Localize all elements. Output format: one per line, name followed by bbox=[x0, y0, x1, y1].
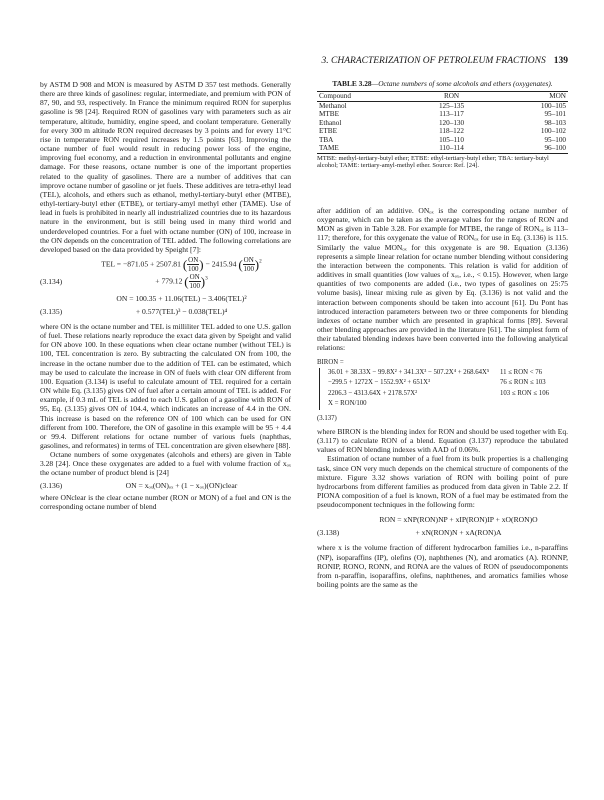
table-row: TAME 110–114 96–100 bbox=[319, 144, 566, 153]
bi-row: X = RON/100 bbox=[319, 399, 568, 409]
equation-number: (3.135) bbox=[40, 306, 63, 316]
table-header-compound: Compound bbox=[317, 91, 413, 101]
equation-3-137 bbox=[317, 358, 568, 424]
bi-row: −299.5 + 1272X − 1552.9X² + 651X³ 76 ≤ RON ≤ 103 bbox=[319, 378, 568, 388]
table-header-ron: RON bbox=[413, 91, 491, 101]
running-header bbox=[40, 56, 568, 70]
table-note: MTBE: methyl-tertiary-butyl ether; ETBE: ethyl-tertiary-butyl ether; TBA: tertiary-butyl alcohol; TAME: tertiary-amyl-methyl ether. Source: Ref. [24]. bbox=[317, 154, 549, 170]
left-paragraph-3: Octane numbers of some oxygenates (alcohols and ethers) are given in Table 3.28 [24]. Once these oxygenates are added to a fuel with volume fraction of xₒₓ the octane number of product blend is [24] bbox=[40, 450, 291, 478]
equation-number: (3.138) bbox=[317, 528, 340, 538]
left-paragraph-4: where ONclear is the clear octane number (RON or MON) of a fuel and ON is the corresponding octane number of blend bbox=[40, 492, 291, 511]
table-3-28 bbox=[317, 80, 568, 170]
table-caption: TABLE 3.28—Octane numbers of some alcohols and ethers (oxygenates). bbox=[332, 79, 553, 88]
equation-3-136: (3.136) ON = xₒₓ(ON)ₒₓ + (1 − xₒₓ)(ON)clear bbox=[40, 480, 238, 490]
bi-row: 36.01 + 38.33X − 99.8X² + 341.3X³ − 507.2X⁴ + 268.64X⁵ 11 ≤ RON < 76 bbox=[319, 368, 568, 378]
equation-number: (3.136) bbox=[40, 480, 63, 490]
left-paragraph-2: where ON is the octane number and TEL is milliliter TEL added to one U.S. gallon of fuel. These relations nearly reproduce the exact data given by Speight and valid for ON above 100. In these equations when clear octane number (without TEL) is 100, TEL concentration is zero. By subtracting the calculated ON from 100, the increase in the octane number due to the addition of TEL can be estimated, which may be used to calculate the increase in ON of fuels with clear ON different from 100. Equation (3.134) is useful to calculate amount of TEL required for a certain ON while Eq. (3.135) gives ON of fuel after a certain amount of TEL is added. For example, if 0.3 mL of TEL is added to each U.S. gallon of a gasoline with RON of 95, Eq. (3.135) gives ON of 104.4, which indicates an increase of 4.4 in the ON. This increase is based on the reference ON of 100 which can be used for ON different from 100. Therefore, the ON of gasoline in this example will be 95 + 4.4 or 99.4. Different relations for octane number of various fuels (naphthas, gasolines, and reformates) in terms of TEL concentration are given elsewhere [88]. bbox=[40, 321, 291, 450]
table-row: ETBE 118–122 100–102 bbox=[319, 127, 566, 136]
page-number: 139 bbox=[553, 56, 568, 66]
left-paragraph-1: by ASTM D 908 and MON is measured by ASTM D 357 test methods. Generally there are three kinds of gasolines: regular, intermediate, and premium with PON of 87, 90, and 93, respectively. In France the minimum required RON for superplus gasoline is 98 [24]. Required RON of gasolines vary with parameters such as air temperature, altitude, humidity, engine speed, and coolant temperature. Generally for every 300 m altitude RON required decreases by 3 points and for every 11°C rise in temperature RON required increases by 1.5 points [63]. Improving the octane number of fuel would result in reducing power loss of the engine, improving fuel economy, and a reduction in environmental pollutants and engine damage. For these reasons, octane number is one of the important properties related to the quality of gasolines. There are a number of additives that can improve octane number of gasoline or jet fuels. These additives are tetra-ethyl lead (TEL), alcohols, and ethers such as ethanol, methyl-tertiary-butyl ether (MTBE), ethyl-tertiary-butyl ether (ETBE), or tertiary-amyl methyl ether (TAME). Use of lead in fuels is prohibited in nearly all industrialized countries due to its hazardous nature in the environment, but is still being used in many third world and underdeveloped countries. For a fuel with octane number (ON) of 100, increase in the ON depends on the concentration of TEL added. The following correlations are developed based on the data provided by Speight [7]: bbox=[40, 80, 291, 254]
right-paragraph-3: Estimation of octane number of a fuel from its bulk properties is a challenging task, since ON very much depends on the chemical structure of components of the mixture. Figure 3.32 shows variation of RON with boiling point of pure hydrocarbons from different families as produced from data given in Table 2.2. If PIONA composition of a fuel is known, RON of a fuel may be estimated from the pseudocomponent techniques in the following form: bbox=[317, 454, 568, 510]
left-column bbox=[40, 80, 291, 511]
right-paragraph-4: where x is the volume fraction of different hydrocarbon families i.e., n-paraffins (NP), isoparaffins (IP), olefins (O), naphthenes (N), and aromatics (A). RONNP, RONIP, RONO, RONN, and RONA are the values of RON of pseudocomponents from n-paraffin, isoparaffins, olefins, naphthenes, and aromatics families whose boiling points are the same as the bbox=[317, 543, 568, 589]
bi-label: BIRON = bbox=[317, 358, 344, 366]
table-row: TBA 105–110 95–100 bbox=[319, 135, 566, 144]
equation-3-135: ON = 100.35 + 11.06(TEL) − 3.406(TEL)² (3.135) + 0.577(TEL)³ − 0.038(TEL)⁴ bbox=[40, 293, 247, 316]
right-column bbox=[317, 206, 568, 589]
equation-number: (3.137) bbox=[317, 414, 337, 422]
bi-row: 2206.3 − 4313.64X + 2178.57X² 103 ≤ RON ≤ 106 bbox=[319, 389, 568, 399]
right-paragraph-1: after addition of an additive. ONₒₓ is the corresponding octane number of oxygenate, which can be taken as the average values for the ranges of RON and MON as given in Table 3.28. For example for MTBE, the range of RONₒₓ is 113–117; therefore, for this oxygenate the value of RONₒₓ for use in Eq. (3.136) is 115. Similarly the value MONₒₓ for this oxygenate is are 98. Equation (3.136) represents a simple linear relation for octane number blending without considering the interaction between the components. This relation is valid for addition of additives in small quantities (low values of xₒₓ, i.e., < 0.15). However, when large quantities of two components are added (i.e., two types of gasolines on 25:75 volume basis), linear mixing rule as given by Eq. (3.136) is not valid and the interaction between components should be taken into account [61]. Du Pont has introduced interaction parameters between two or three components for blending indexes of octane number which are presented in graphical forms [89]. Several other blending approaches are provided in the literature [61]. The simplest form of their tabulated blending indexes have been converted into the following analytical relations: bbox=[317, 206, 568, 353]
running-title: 3. CHARACTERIZATION OF PETROLEUM FRACTIONS bbox=[321, 56, 546, 66]
table-row: Ethanol 120–130 98–103 bbox=[319, 118, 566, 127]
equation-3-134: TEL = −871.05 + 2507.81 ( $\frac{ON}{100}$ ) − 2415.94 ( $\frac{ON}{100}$ )$^2$ (3.134) + 779.12 ( $\frac{ON}{100}$ )$^3$ bbox=[40, 255, 262, 290]
equation-number: (3.134) bbox=[40, 276, 63, 286]
table-header-mon: MON bbox=[490, 91, 568, 101]
table-row: MTBE 113–117 95–101 bbox=[319, 110, 566, 119]
oxygenates-table bbox=[317, 91, 568, 154]
right-paragraph-2: where BIRON is the blending index for RON and should be used together with Eq. (3.117) to calculate RON of a blend. Equation (3.137) reproduce the tabulated values of RON blending indexes with AAD of 0.06%. bbox=[317, 426, 568, 455]
equation-3-138: RON = xNP(RON)NP + xIP(RON)IP + xO(RON)O (3.138) + xN(RON)N + xA(RON)A bbox=[317, 515, 538, 538]
table-row: Methanol 125–135 100–105 bbox=[319, 101, 566, 110]
